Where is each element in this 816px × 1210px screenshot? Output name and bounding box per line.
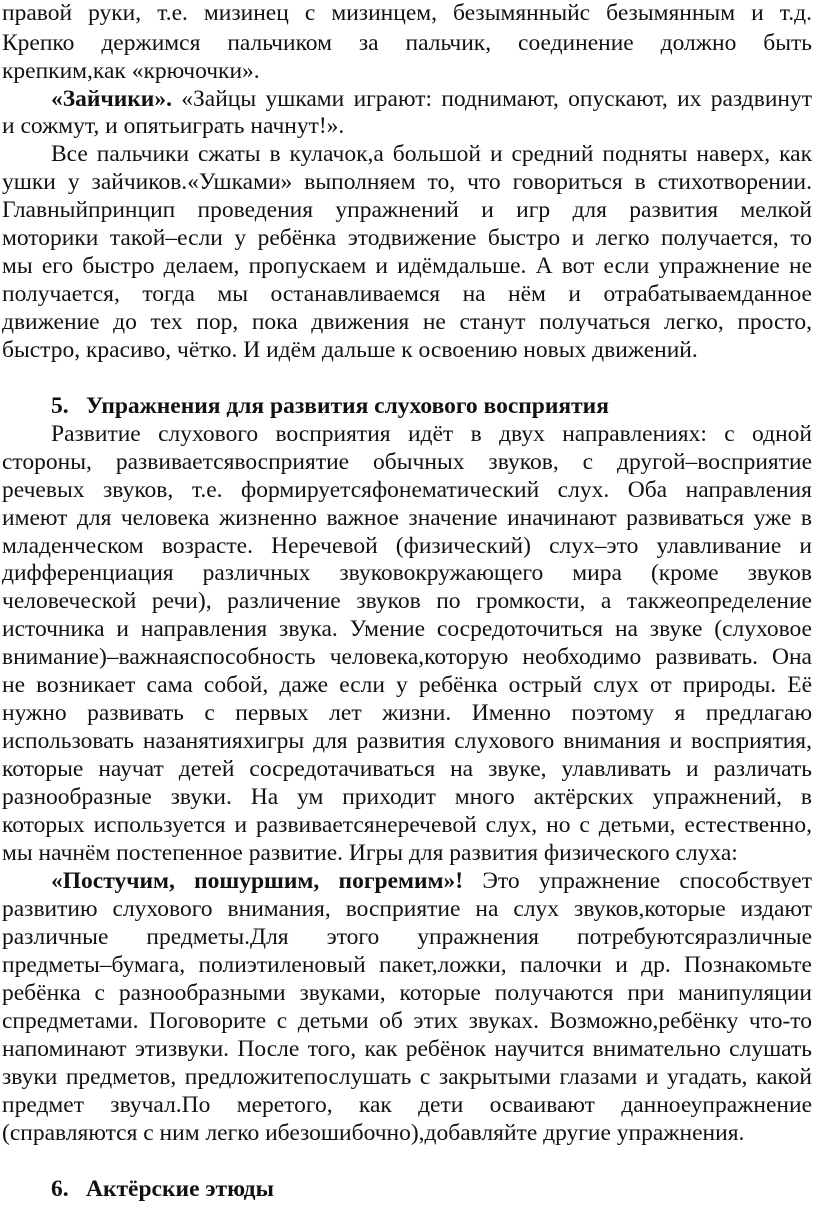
section-heading: Актёрские этюды (86, 1176, 274, 1202)
text-line: различные предметы.Для этого упражнения потребуютсяразличные (2, 924, 812, 951)
text-line: спредметами. Поговорите с детьми об этих звуках. Возможно,ребёнку что-то (2, 1008, 812, 1035)
text-line: предмет звучал.По меретого, как дети осваивают данноеупражнение (2, 1092, 812, 1119)
text-line: развитию слухового внимания, восприятие на слух звуков,которые издают (2, 896, 812, 923)
text-line: Крепко держимся пальчиком за пальчик, соединение должно быть (2, 29, 812, 56)
text-line: напоминают этизвуки. После того, как ребёнок научится внимательно слушать (2, 1036, 812, 1063)
text-line: стороны, развиваетсявосприятие обычных звуков, с другой–восприятие (2, 448, 812, 475)
text-line: человеческой речи), различение звуков по громкости, а такжеопределение (2, 588, 812, 615)
text-line: ребёнка с разнообразными звуками, которые получаются при манипуляции (2, 980, 812, 1007)
text-line: дифференциация различных звуковокружающего мира (кроме звуков (2, 560, 812, 587)
text-line: быстро, красиво, чётко. И идём дальше к освоению новых движений. (2, 336, 698, 363)
exercise-title: «Постучим, пошуршим, погремим»! (51, 868, 464, 895)
section-heading: Упражнения для развития слухового восприятия (86, 392, 609, 419)
text-line: которые научат детей сосредотачиваться на звуке, улавливать и различать (2, 756, 812, 783)
text-line: младенческом возрасте. Неречевой (физический) слух–это улавливание и (2, 532, 812, 559)
text-line: (справляются с ним легко ибезошибочно),добавляйте другие упражнения. (2, 1120, 745, 1147)
text-line: крепким,как «крючочки». (2, 57, 260, 84)
text-line: правой руки, т.е. мизинец с мизинцем, безымянныйс безымянным и т.д. (2, 0, 812, 26)
text-line: Главныйпринцип проведения упражнений и игр для развития мелкой (2, 196, 812, 223)
text-line: Все пальчики сжаты в кулачок,а большой и средний подняты наверх, как (51, 140, 812, 167)
text-line: звуки предметов, предложитепослушать с закрытыми глазами и угадать, какой (2, 1064, 812, 1091)
text-line: имеют для человека жизненно важное значение иначинают развиваться уже в (2, 504, 812, 531)
text-line: речевых звуков, т.е. формируетсяфонематический слух. Оба направления (2, 476, 812, 503)
text-line: Развитие слухового восприятия идёт в двух направлениях: с одной (51, 420, 812, 447)
text-line: разнообразные звуки. На ум приходит много актёрских упражнений, в (2, 784, 812, 811)
text-line: не возникает сама собой, даже если у ребёнка острый слух от природы. Её (2, 672, 812, 699)
exercise-title-line (51, 868, 812, 896)
text-line: моторики такой–если у ребёнка этодвижение быстро и легко получается, то (2, 224, 812, 251)
text-span: «Зайцы ушками играют: поднимают, опускают, их раздвинут (171, 85, 812, 112)
text-line: внимание)–важнаяспособность человека,которую необходимо развивать. Она (2, 644, 812, 671)
section-number: 6. (51, 1176, 69, 1202)
text-line: и сожмут, и опятьиграть начнут!». (2, 112, 345, 139)
exercise-title-line (51, 86, 812, 114)
text-line: ушки у зайчиков.«Ушками» выполняем то, что говориться в стихотворении. (2, 168, 812, 195)
section-number: 5. (51, 392, 69, 419)
text-line: которых используется и развиваетсянеречевой слух, но с детьми, естественно, (2, 812, 812, 839)
exercise-title: «Зайчики». (51, 85, 172, 112)
text-line: мы его быстро делаем, пропускаем и идёмдальше. А вот если упражнение не (2, 252, 812, 279)
text-line: источника и направления звука. Умение сосредоточиться на звуке (слуховое (2, 616, 812, 643)
text-line: движение до тех пор, пока движения не станут получаться легко, просто, (2, 308, 812, 335)
text-span: Это упражнение способствует (463, 868, 813, 895)
text-line: предметы–бумага, полиэтиленовый пакет,ложки, палочки и др. Познакомьте (2, 952, 812, 979)
text-line: нужно развивать с первых лет жизни. Именно поэтому я предлагаю (2, 700, 812, 727)
text-line: использовать назанятияхигры для развития слухового внимания и восприятия, (2, 728, 812, 755)
text-line: мы начнём постепенное развитие. Игры для развития физического слуха: (2, 840, 738, 867)
text-line: получается, тогда мы останавливаемся на нём и отрабатываемданное (2, 280, 812, 307)
